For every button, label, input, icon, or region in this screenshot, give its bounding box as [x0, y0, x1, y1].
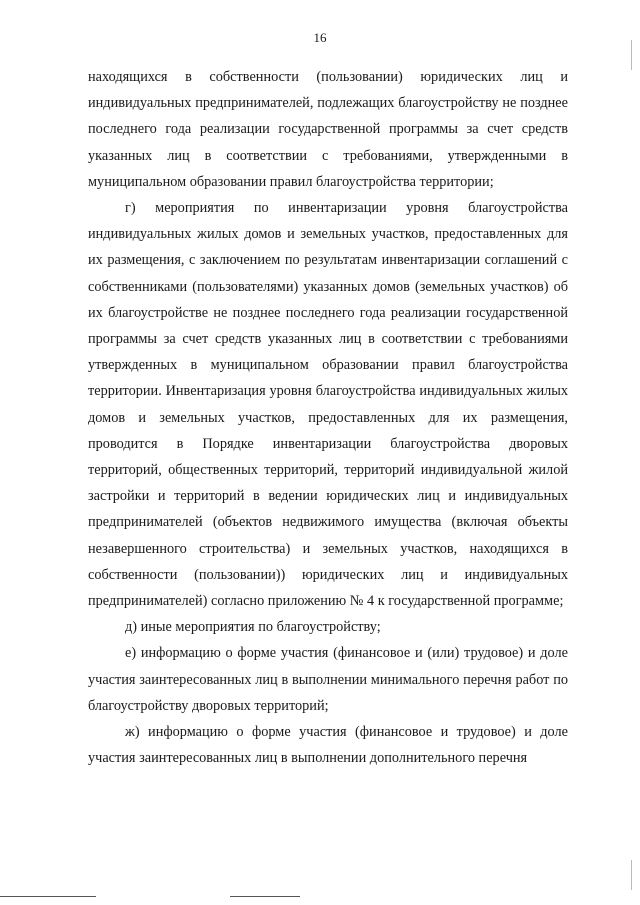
paragraph-item-d: д) иные мероприятия по благоустройству; — [125, 619, 381, 636]
scan-footer-line-left — [0, 896, 96, 897]
document-body — [88, 64, 568, 771]
scan-edge-mark — [631, 860, 632, 890]
paragraph-item-zh: ж) информацию о форме участия (финансовое и трудовое) и доле участия заинтересованных лиц в выполнении дополнительного перечня — [88, 724, 568, 767]
paragraph-item-g: г) мероприятия по инвентаризации уровня благоустройства индивидуальных жилых домов и земельных участков, предоставленных для их размещения, с заключением по результатам инвентаризации соглашений с собственниками (пользователями) указанных домов (земельных участков) об их благоустройстве не позднее последнего года реализации государственной программы за счет средств указанных лиц в соответствии с требованиями утвержденных в муниципальном образовании правил благоустройства территории. Инвентаризация уровня благоустройства индивидуальных жилых домов и земельных участков, предоставленных для их размещения, проводится в Порядке инвентаризации благоустройства дворовых территорий, общественных территорий, территорий индивидуальной жилой застройки и территорий в ведении юридических лиц и индивидуальных предпринимателей (объектов недвижимого имущества (включая объекты незавершенного строительства) и земельных участков, находящихся в собственности (пользовании)) юридических лиц и индивидуальных предпринимателей) согласно приложению № 4 к государственной программе; — [88, 200, 568, 610]
scan-footer-line-center — [230, 896, 300, 897]
scan-edge-mark — [631, 40, 632, 70]
paragraph-continuation: находящихся в собственности (пользовании) юридических лиц и индивидуальных предпринимателей, подлежащих благоустройству не позднее последнего года реализации государственной программы за счет средств указанных лиц в соответствии с требованиями, утвержденными в муниципальном образовании правил благоустройства территории; — [88, 69, 568, 190]
page-number: 16 — [313, 30, 327, 45]
paragraph-item-e: е) информацию о форме участия (финансовое и (или) трудовое) и доле участия заинтересованных лиц в выполнении минимального перечня работ по благоустройству дворовых территорий; — [88, 645, 568, 714]
